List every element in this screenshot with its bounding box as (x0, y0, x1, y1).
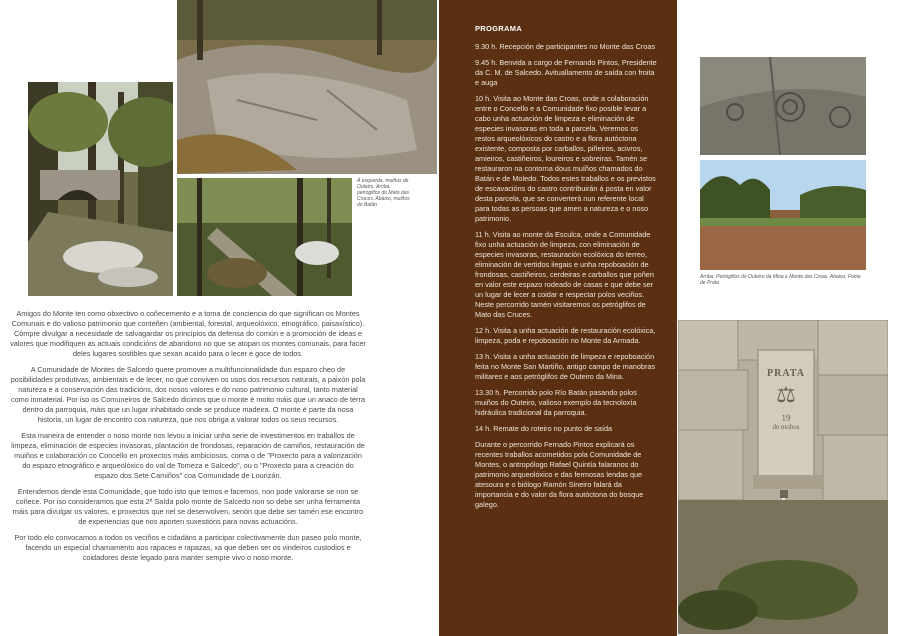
intro-paragraph: A Comunidade de Montes de Salcedo quere promover a multifuncionalidade dun espazo cheo de posibilidades produtivas, ambientais e de lecer, no que conviven os usos dos recursos naturais, a paixón pola natureza e a conservación das tradicións, dos nosos valores e do noso patrimonio cultural, tanto material como inmaterial. Por iso os Comuneiros de Salcedo dicimos que o monte é moito máis que un anaco de terra dentro da parroquia, máis que un lugar inhabitado onde se produce madeira. O monte é parte da nosa historia, un lugar de encontro coa natureza, que nos obriga a valorar todos os seus recursos. (10, 365, 366, 424)
programa-item: 13 h. Visita a unha actuación de limpeza e repoboación feita no Monte San Martiño, antigo campo de manobras militares e aos petróglifos de Outeiro da Mina. (475, 352, 656, 381)
fountain-inscription-line: 19 (781, 413, 791, 423)
fountain-inscription-line: de mobos (772, 423, 800, 431)
fountain-photo (678, 320, 888, 634)
fountain-inscription-line: PRATA (767, 368, 805, 379)
field-photo (700, 160, 866, 270)
programa-item: 11 h. Visita ao monte da Esculca, onde a Comunidade fixo unha actuación de limpeza, con eliminación de especies invasoras, restauración ecolóxica do terreo, eliminación de vertidos ilegais e unha repoboación de frondosas, castiñeiros, cerdeiras e carballos que poñen en valor este espazo rodeado de casas e que debe ser un lugar de lecer a coidar e respectar polos veciños. Neste percorrido tamén visitaremos os petróglifos de Mato das Cruces. (475, 230, 654, 319)
fountain-inscription (761, 368, 811, 431)
intro-paragraph: Por todo elo convocamos a todos os veciños e cidadáns a participar colectivamente dun paseo polo monte, facendo un especial chamamento aos rapaces e rapazas, xa que deben ser os vindeiros custodios e coidadores deste legado para manter sempre vivo o noso monte. (14, 533, 362, 562)
intro-text (10, 309, 366, 569)
rock-petroglyph-photo (177, 0, 437, 174)
petroglyph-circles-photo (700, 57, 866, 155)
programa-item: 13.30 h. Percorrido polo Río Batán pasando polos muiños do Outeiro, valioso exemplo da tecnoloxía hidráulica tradicional da parroquia. (475, 388, 637, 417)
intro-paragraph: Esta maneira de entender o noso monte nos levou a iniciar unha serie de investimentos en traballos de limpeza, eliminación de especies invasoras, plantación de frondosas, reparación de camiños, restauración de muiños e colaboración co Concello en proxectos máis ambiciosos, coma o de "Proxecto para a valorización do espazo etnográfico e arqueolóxico do val de Tomeza e Salcedo", ou o "Proxecto para a creación do espazo dos Sete Camiños" coa Comunidade de Lourizán. (11, 431, 365, 480)
programa-item: 12 h. Visita a unha actuación de restauración ecolóxica, limpeza, poda e repoboación no Monte da Armada. (475, 326, 656, 345)
intro-paragraph: Amigos do Monte ten como obxectivo o coñecemento e a toma de conciencia do que significan os Montes Comunais e do valioso patrimonio que conteñen (ambiental, forestal, arqueolóxico, etnográfico, paisaxístico). Cómpre divulgar a necesidade de salvagardar os principios da defensa do común e a promoción de ideas e valores que modifiquen as actuais condicións de abandono no que se atopan os montes comunais, para facer deles lugares sostibles que sexan acaído para o lecer e goce de todos. (10, 309, 366, 358)
programa-item: Durante o percorrido Fernado Pintos explicará os recentes traballos acometidos pola Comunidade de Montes, o antropólogo Rafael Quintía falaranos do patrimonio arqueolóxico e das fermosas lendas que atesoura e o biólogo Ramón Sineiro falará da importancia e do valor da flora autóctona do bosque galego. (475, 440, 644, 509)
programa-title: PROGRAMA (475, 24, 522, 33)
programa-panel (439, 0, 677, 636)
right-photo-caption: Arriba: Petróglifos do Outeiro da Mina e Monte das Croas. Abaixo, Fonte de Prata (700, 274, 861, 286)
forest-stream-photo (177, 178, 352, 296)
left-photo-caption: Á esquerda, muiños de Outeiro. Arriba, petroglifos do Mato das Cruces. Abaixo, muiños do Batán (357, 178, 410, 208)
programa-item: 14 h. Remate do roteiro no punto de saída (475, 424, 613, 433)
programa-item: 9.30 h. Recepción de participantes no Monte das Croas (475, 42, 656, 51)
programa-item: 9.45 h. Benvida a cargo de Fernando Pintos, Presidente da C. M. de Salcedo. Avituallamento de saída con froita e auga (475, 58, 657, 87)
programa-item: 10 h. Visita ao Monte das Croas, onde a colaboración entre o Concello e a Comunidade fixo posible levar a cabo unha actuación de limpeza e eliminación de especies invasoras en toda a parcela. Veremos os restos arqueolóxicos do castro e a flora autóctona existente, composta por carballos, piñeiros, acivros, amieiros, castiñeiros, loureiros e sobreiras. Tamén se restauraron na contorna dous muíños chamados do Batán e de Moledo. Todos estes traballos e os previstos de escavacións do castro contribuirán á posta en valor desta parcela, que se converterá nun referente local para todas as persoas que amen a natureza e o noso patrimonio. (475, 94, 656, 223)
scales-icon: ⚖ (776, 382, 796, 407)
intro-paragraph: Entendemos dende esta Comunidade, que todo isto que temos e facemos, non pode valorarse se non se coñece. Por iso consideramos que esta 2ª Saída polo monte de Salcedo non so debe ser unha ferramenta máis para divulgar os valores, e proxectos que nel se desenvolven, senón que debe ser tamén ese encontro de experiencias que nos aporten suxestións para novas actuacións. (12, 487, 364, 526)
stone-bridge-photo (28, 82, 173, 296)
